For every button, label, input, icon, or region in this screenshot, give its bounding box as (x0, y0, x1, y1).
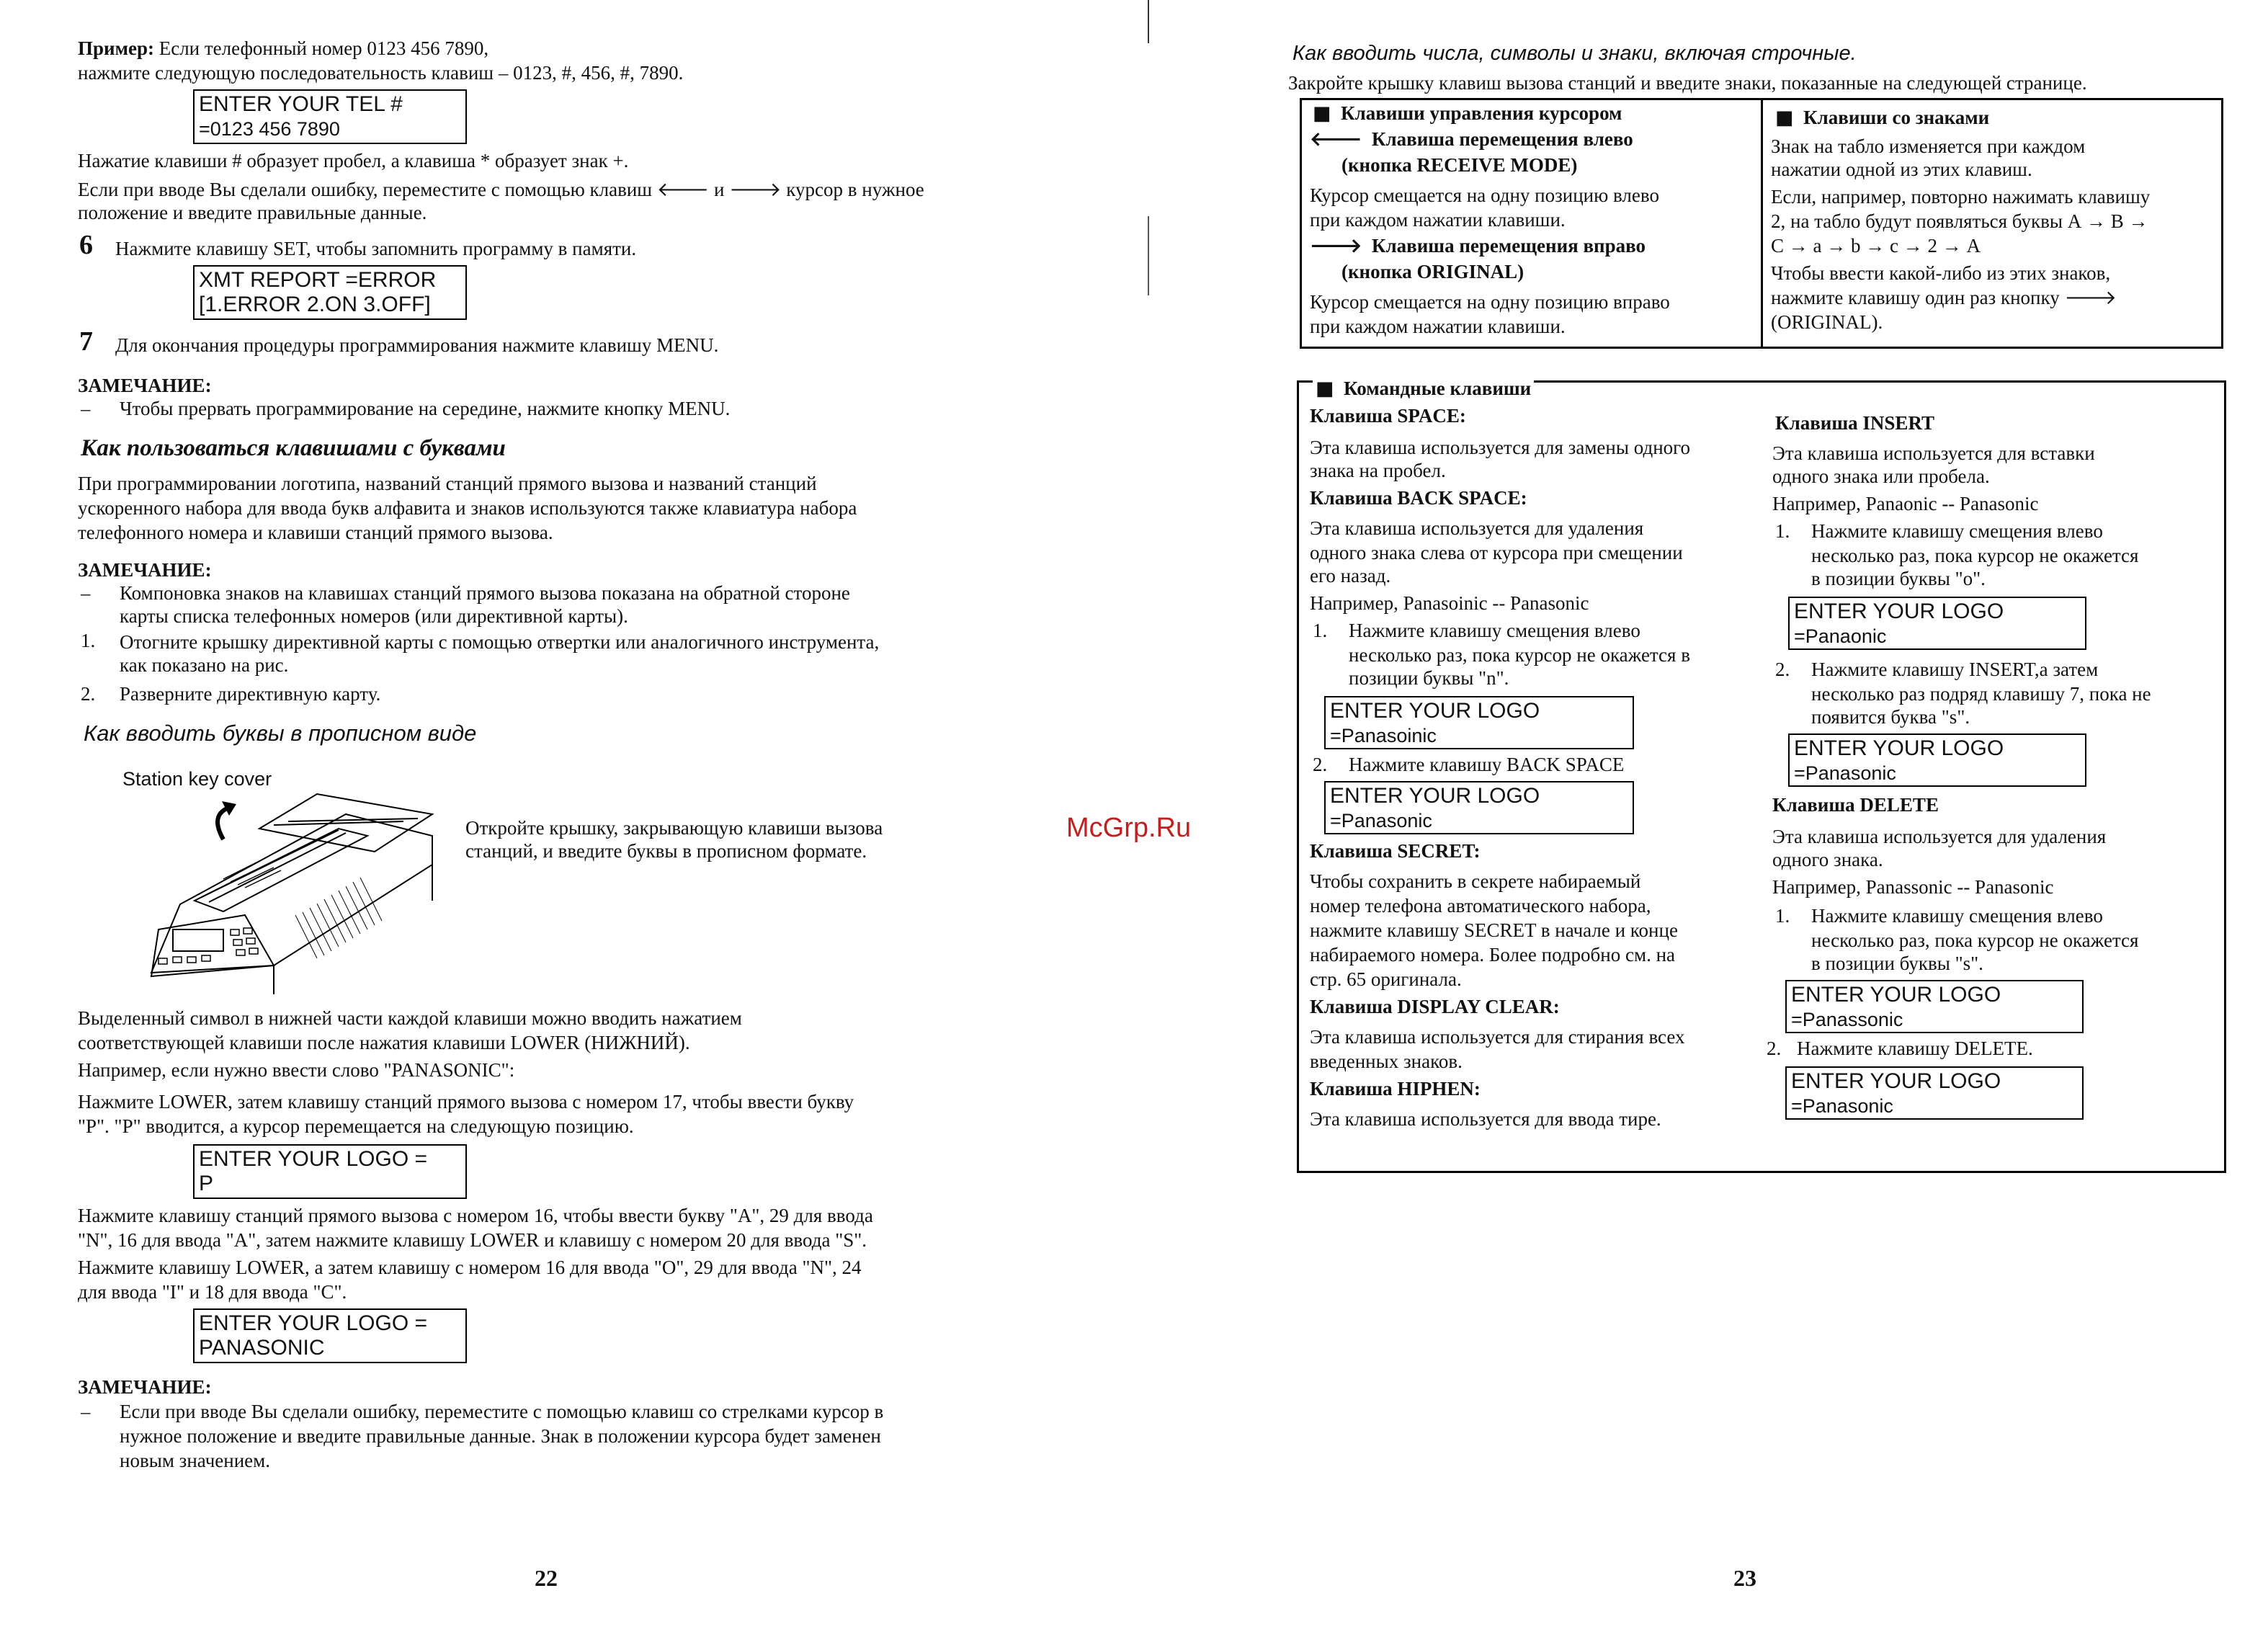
note-3-dash: – (81, 1401, 91, 1422)
delete-example: Например, Panassonic -- Panasonic (1772, 876, 2054, 898)
delete-step-1-line-3: в позиции буквы "s". (1811, 953, 1983, 974)
figure-label: Station key cover (122, 768, 272, 790)
cursor-right-heading (1310, 233, 1646, 259)
cursor-left-button: (кнопка RECEIVE MODE) (1341, 154, 1578, 176)
selected-char-paragraph-2: соответствующей клавиши после нажатия клавиши LOWER (НИЖНИЙ). (78, 1032, 690, 1053)
cursor-right-title: Клавиша перемещения вправо (1371, 235, 1646, 257)
note-3-line-2: нужное положение и введите правильные данные. Знак в положении курсора будет заменен (120, 1425, 881, 1447)
command-keys-title-text: Командные клавиши (1344, 378, 1532, 399)
lcd-line: ENTER YOUR LOGO (1330, 784, 1540, 808)
insert-step-2-line-2: несколько раз подряд клавишу 7, пока не (1811, 683, 2151, 705)
lcd-display-tel (193, 89, 467, 144)
lcd-display-backspace-1 (1324, 696, 1634, 749)
space-key-title: Клавиша SPACE: (1310, 405, 1466, 427)
note-3-line-1: Если при вводе Вы сделали ошибку, переместите с помощью клавиш со стрелками курсор в (120, 1401, 884, 1422)
secret-desc-5: стр. 65 оригинала. (1310, 968, 1462, 990)
lcd-line: PANASONIC (199, 1336, 325, 1360)
sign-keys-title-text: Клавиши со знаками (1803, 107, 1990, 128)
step-7-number: 7 (79, 326, 93, 357)
lcd-line: =Panasonic (1330, 810, 1432, 831)
delete-step-1-line-2: несколько раз, пока курсор не окажется (1811, 929, 2139, 951)
prog-paragraph-3: телефонного номера и клавиши станций прямого вызова. (78, 522, 553, 543)
lcd-line: ENTER YOUR LOGO = (199, 1147, 428, 1171)
note-2-item-mark: 1. (81, 630, 96, 651)
backspace-desc-1: Эта клавиша используется для удаления (1310, 517, 1644, 539)
insert-step-1-number: 1. (1775, 520, 1790, 542)
space-key-desc-2: знака на пробел. (1310, 460, 1446, 481)
error-paragraph-2: положение и введите правильные данные. (78, 202, 427, 223)
intro-text: Если телефонный номер 0123 456 7890, (153, 37, 489, 59)
backspace-step-1-line-1: Нажмите клавишу смещения влево (1349, 620, 1640, 641)
insert-desc-1: Эта клавиша используется для вставки (1772, 442, 2095, 464)
backspace-step-2-number: 2. (1313, 754, 1328, 775)
note-3-line-3: новым значением. (120, 1450, 270, 1471)
box-divider (1761, 98, 1763, 349)
cursor-keys-title-text: Клавиши управления курсором (1341, 102, 1622, 124)
lcd-line: ENTER YOUR TEL # (199, 92, 403, 116)
hash-paragraph: Нажатие клавиши # образует пробел, а клавиша * образует знак +. (78, 150, 629, 171)
sign-desc-7: нажмите клавишу один раз кнопку 🡒 (1771, 287, 2117, 308)
hiphen-desc: Эта клавиша используется для ввода тире. (1310, 1108, 1661, 1130)
delete-key-title: Клавиша DELETE (1772, 794, 1939, 816)
backspace-step-1-line-3: позиции буквы "n". (1349, 667, 1509, 689)
lcd-display-insert-1 (1788, 597, 2086, 650)
square-bullet-icon: ■ (1316, 378, 1334, 400)
cursor-keys-title (1313, 101, 1622, 126)
sign-keys-title (1775, 105, 1989, 130)
note-2-item-line: Отогните крышку директивной карты с помощью отвертки или аналогичного инструмента, (120, 631, 880, 653)
note-2-item-line: как показано на рис. (120, 654, 289, 676)
lcd-line: P (199, 1172, 214, 1195)
note-1-dash: – (81, 398, 91, 419)
sign-desc-1: Знак на табло изменяется при каждом (1771, 135, 2086, 157)
space-key-desc-1: Эта клавиша используется для замены одного (1310, 437, 1691, 458)
lower-paragraph-1: Нажмите LOWER, затем клавишу станций прямого вызова с номером 17, чтобы ввести букву (78, 1091, 854, 1112)
key-16-paragraph-1: Нажмите клавишу станций прямого вызова с номером 16, чтобы ввести букву "А", 29 для ввода (78, 1205, 873, 1226)
backspace-step-1-number: 1. (1313, 620, 1328, 641)
arrow-right-icon: 🡒 (1310, 235, 1362, 257)
cursor-left-desc-1: Курсор смещается на одну позицию влево (1310, 184, 1659, 206)
lcd-display-backspace-2 (1324, 781, 1634, 834)
secret-desc-3: нажмите клавишу SECRET в начале и конце (1310, 919, 1678, 941)
cursor-left-heading (1310, 127, 1633, 152)
page-number-23: 23 (1733, 1565, 1756, 1591)
intro-line-2: нажмите следующую последовательность клавиш – 0123, #, 456, #, 7890. (78, 62, 684, 84)
fax-machine-illustration (130, 785, 461, 994)
sign-desc-3: Если, например, повторно нажимать клавишу (1771, 186, 2151, 208)
watermark: McGrp.Ru (1066, 813, 1192, 843)
secret-desc-2: номер телефона автоматического набора, (1310, 895, 1651, 917)
figure-text-2: станций, и введите буквы в прописном формате. (465, 840, 867, 862)
lcd-line: =Panasoinic (1330, 725, 1437, 746)
insert-desc-2: одного знака или пробела. (1772, 465, 1990, 487)
hiphen-key-title: Клавиша HIPHEN: (1310, 1078, 1481, 1100)
display-clear-desc-1: Эта клавиша используется для стирания всех (1310, 1026, 1685, 1048)
note-2-item-line: Разверните директивную карту. (120, 683, 381, 705)
lower-o-paragraph-1: Нажмите клавишу LOWER, а затем клавишу с номером 16 для ввода "О", 29 для ввода "N", 24 (78, 1257, 862, 1278)
cursor-left-title: Клавиша перемещения влево (1371, 128, 1633, 150)
section-heading-letters: Как пользоваться клавишами с буквами (81, 435, 506, 461)
error-paragraph-1: Если при вводе Вы сделали ошибку, переместите с помощью клавиш 🡐 и 🡒 курсор в нужное (78, 179, 924, 200)
lcd-display-logo-p (193, 1144, 467, 1199)
right-page (1134, 0, 2268, 1650)
backspace-desc-2: одного знака слева от курсора при смещении (1310, 542, 1683, 563)
backspace-key-title: Клавиша BACK SPACE: (1310, 487, 1527, 509)
square-bullet-icon: ■ (1775, 107, 1794, 129)
insert-step-1-line-2: несколько раз, пока курсор не окажется (1811, 545, 2139, 566)
figure-text-1: Откройте крышку, закрывающую клавиши вызова (465, 817, 883, 839)
lcd-line: =Panasonic (1791, 1095, 1893, 1117)
backspace-example: Например, Panasoinic -- Panasonic (1310, 592, 1589, 614)
step-6-text: Нажмите клавишу SET, чтобы запомнить программу в памяти. (115, 238, 637, 259)
note-2-item-line: карты списка телефонных номеров (или директивной карты). (120, 605, 628, 627)
display-clear-key-title: Клавиша DISPLAY CLEAR: (1310, 996, 1560, 1017)
display-clear-desc-2: введенных знаков. (1310, 1051, 1463, 1072)
delete-step-2-text: Нажмите клавишу DELETE. (1797, 1038, 2033, 1059)
note-2-item-mark: – (81, 582, 91, 604)
sign-desc-2: нажатии одной из этих клавиш. (1771, 159, 2032, 180)
lcd-line: =0123 456 7890 (199, 118, 340, 140)
command-keys-title (1313, 376, 1534, 401)
example-paragraph: Например, если нужно ввести слово "PANASONIC": (78, 1059, 515, 1081)
lcd-line: ENTER YOUR LOGO (1794, 599, 2004, 623)
sign-desc-6: Чтобы ввести какой-либо из этих знаков, (1771, 262, 2111, 284)
prog-paragraph-2: ускоренного набора для ввода букв алфавита и знаков используются также клавиатура набора (78, 497, 857, 519)
example-label: Пример: (78, 37, 154, 59)
secret-desc-1: Чтобы сохранить в секрете набираемый (1310, 870, 1641, 892)
note-2-item-line: Компоновка знаков на клавишах станций прямого вызова показана на обратной стороне (120, 582, 850, 604)
secret-key-title: Клавиша SECRET: (1310, 840, 1481, 862)
cursor-right-button: (кнопка ORIGINAL) (1341, 261, 1524, 282)
delete-step-1-line-1: Нажмите клавишу смещения влево (1811, 905, 2103, 927)
note-2-title: ЗАМЕЧАНИЕ: (78, 559, 212, 581)
lower-o-paragraph-2: для ввода "I" и 18 для ввода "С". (78, 1281, 347, 1303)
delete-step-2-number: 2. (1767, 1038, 1782, 1059)
lcd-line: ENTER YOUR LOGO (1794, 736, 2004, 760)
lcd-display-insert-2 (1788, 733, 2086, 787)
delete-desc-1: Эта клавиша используется для удаления (1772, 826, 2107, 847)
square-bullet-icon: ■ (1313, 102, 1331, 125)
note-3-title: ЗАМЕЧАНИЕ: (78, 1376, 212, 1398)
lcd-display-delete-2 (1785, 1066, 2084, 1120)
insert-step-2-line-1: Нажмите клавишу INSERT,а затем (1811, 659, 2099, 680)
lcd-line: =Panasonic (1794, 762, 1896, 784)
lcd-line: =Panassonic (1791, 1009, 1903, 1030)
page-number-22: 22 (535, 1565, 558, 1591)
note-1-text: Чтобы прервать программирование на середине, нажмите кнопку MENU. (120, 398, 731, 419)
insert-example: Например, Panaonic -- Panasonic (1772, 493, 2039, 514)
lower-paragraph-2: "Р". "Р" вводится, а курсор перемещается на следующую позицию. (78, 1115, 634, 1137)
section-heading-uppercase: Как вводить буквы в прописном виде (84, 721, 477, 746)
lcd-display-logo-panasonic (193, 1308, 467, 1363)
note-2-item-mark: 2. (81, 683, 96, 705)
close-cover-paragraph: Закройте крышку клавиш вызова станций и введите знаки, показанные на следующей странице. (1288, 72, 2087, 94)
sign-desc-8: (ORIGINAL). (1771, 311, 1883, 333)
delete-desc-2: одного знака. (1772, 849, 1883, 870)
insert-step-2-line-3: появится буква "s". (1811, 706, 1970, 728)
secret-desc-4: набираемого номера. Более подробно см. на (1310, 944, 1676, 966)
lcd-line: =Panaonic (1794, 625, 1887, 647)
lcd-display-report (193, 265, 467, 320)
lcd-line: [1.ERROR 2.ON 3.OFF] (199, 293, 431, 316)
step-6-number: 6 (79, 230, 93, 260)
insert-step-2-number: 2. (1775, 659, 1790, 680)
lcd-display-delete-1 (1785, 980, 2084, 1033)
note-1-title: ЗАМЕЧАНИЕ: (78, 375, 212, 396)
delete-step-1-number: 1. (1775, 905, 1790, 927)
lcd-line: ENTER YOUR LOGO (1330, 699, 1540, 723)
sign-desc-5: С → а → b → с → 2 → А (1771, 235, 1981, 257)
lcd-line: ENTER YOUR LOGO = (199, 1311, 428, 1335)
section-heading-numbers: Как вводить числа, символы и знаки, включая строчные. (1293, 42, 1857, 65)
backspace-step-2-text: Нажмите клавишу BACK SPACE (1349, 754, 1625, 775)
key-16-paragraph-2: "N", 16 для ввода "А", затем нажмите клавишу LOWER и клавишу с номером 20 для ввода "S". (78, 1229, 867, 1251)
backspace-step-1-line-2: несколько раз, пока курсор не окажется в (1349, 644, 1690, 666)
insert-key-title: Клавиша INSERT (1775, 412, 1934, 434)
backspace-desc-3: его назад. (1310, 565, 1391, 587)
prog-paragraph-1: При программировании логотипа, названий станций прямого вызова и названий станций (78, 473, 817, 494)
insert-step-1-line-1: Нажмите клавишу смещения влево (1811, 520, 2103, 542)
step-7-text: Для окончания процедуры программирования нажмите клавишу MENU. (115, 334, 719, 356)
cursor-left-desc-2: при каждом нажатии клавиши. (1310, 209, 1566, 231)
insert-step-1-line-3: в позиции буквы "о". (1811, 568, 1986, 589)
sign-desc-4: 2, на табло будут появляться буквы А → В → (1771, 210, 2148, 232)
cursor-right-desc-2: при каждом нажатии клавиши. (1310, 316, 1566, 337)
intro-line-1 (78, 36, 488, 61)
lcd-line: ENTER YOUR LOGO (1791, 1069, 2001, 1093)
arrow-left-icon: 🡐 (1310, 128, 1362, 151)
selected-char-paragraph-1: Выделенный символ в нижней части каждой клавиши можно вводить нажатием (78, 1007, 742, 1029)
cursor-right-desc-1: Курсор смещается на одну позицию вправо (1310, 291, 1670, 313)
lcd-line: ENTER YOUR LOGO (1791, 983, 2001, 1007)
lcd-line: XMT REPORT =ERROR (199, 268, 437, 292)
